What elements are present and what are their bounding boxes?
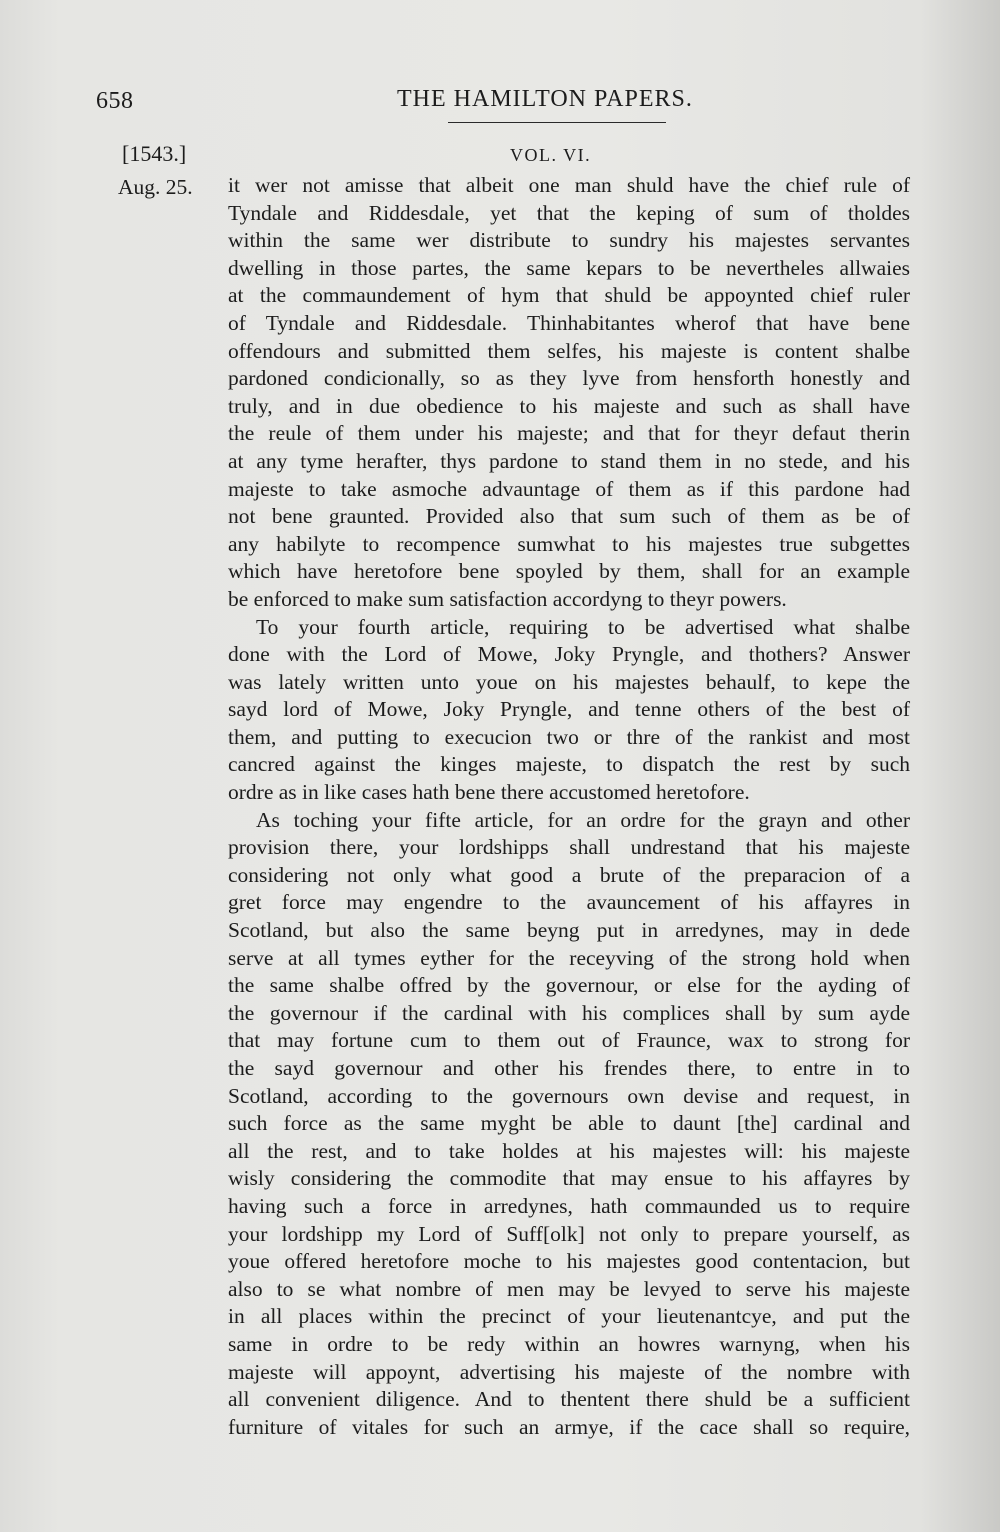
text-line: within the same wer distribute to sundry his majestes servantes [228, 228, 910, 253]
text-line: youe offered heretofore moche to his majestes good contentacion, but [228, 1249, 910, 1274]
page-number: 658 [96, 88, 134, 114]
text-line: serve at all tymes eyther for the receyving of the strong hold when [228, 945, 910, 970]
text-line: all convenient diligence. And to thentent there shuld be a sufficient [228, 1387, 910, 1412]
body-text [228, 172, 910, 1441]
text-line: of Tyndale and Riddesdale. Thinhabitantes wherof that have bene [228, 310, 910, 335]
text-line: furniture of vitales for such an armye, if the cace shall so require, [228, 1414, 910, 1439]
text-line: considering not only what good a brute of the preparacion of a [228, 862, 910, 887]
text-line: be enforced to make sum satisfaction accordyng to theyr powers. [228, 586, 787, 611]
text-line: cancred against the kinges majeste, to dispatch the rest by such [228, 752, 910, 777]
text-line: not bene graunted. Provided also that sum such of them as be of [228, 504, 910, 529]
text-line: that may fortune cum to them out of Fraunce, wax to strong for [228, 1028, 910, 1053]
text-line: also to se what nombre of men may be levyed to serve his majeste [228, 1276, 910, 1301]
text-line: same in ordre to be redy within an howres warnyng, when his [228, 1331, 910, 1356]
text-line: majeste will appoynt, advertising his majeste of the nombre with [228, 1359, 910, 1384]
text-line: Scotland, but also the same beyng put in arredynes, may in dede [228, 918, 910, 943]
text-line: Scotland, according to the governours own devise and request, in [228, 1083, 910, 1108]
margin-date: Aug. 25. [118, 175, 193, 199]
text-line: the sayd governour and other his frendes there, to entre in to [228, 1056, 910, 1080]
text-line: the same shalbe offred by the governour, or else for the ayding of [228, 973, 910, 998]
text-line: truly, and in due obedience to his majeste and such as shall have [228, 393, 910, 418]
text-line: majeste to take asmoche advauntage of them as if this pardone had [228, 476, 910, 501]
header-rule [448, 122, 666, 123]
text-line: at the commaundement of hym that shuld be appoynted chief ruler [228, 283, 910, 308]
text-line: your lordshipp my Lord of Suff[olk] not only to prepare yourself, as [228, 1221, 910, 1246]
text-line: was lately written unto youe on his majestes behaulf, to kepe the [228, 669, 910, 694]
text-line: offendours and submitted them selfes, his majeste is content shalbe [228, 338, 910, 363]
text-line: the governour if the cardinal with his complices shall by sum ayde [228, 1000, 910, 1025]
text-line: sayd lord of Mowe, Joky Pryngle, and tenne others of the best of [228, 697, 910, 722]
running-title: THE HAMILTON PAPERS. [397, 86, 693, 112]
text-line: at any tyme herafter, thys pardone to stand them in no stede, and his [228, 448, 910, 473]
text-line: having such a force in arredynes, hath commaunded us to require [228, 1193, 910, 1218]
text-line: done with the Lord of Mowe, Joky Pryngle, and thothers? Answer [228, 642, 910, 667]
text-line: provision there, your lordshipps shall undrestand that his majeste [228, 835, 910, 860]
text-line: them, and putting to execucion two or thre of the rankist and most [228, 724, 910, 749]
volume-label: VOL. VI. [510, 145, 592, 165]
text-line: which have heretofore bene spoyled by them, shall for an example [228, 559, 910, 584]
paragraph-first-line: As toching your fifte article, for an ordre for the grayn and other [256, 807, 910, 832]
text-line: in all places within the precinct of your lieutenantcye, and put the [228, 1304, 910, 1329]
text-line: pardoned condicionally, so as they lyve from hensforth honestly and [228, 366, 910, 391]
text-line: wisly considering the commodite that may ensue to his affayres by [228, 1166, 910, 1191]
text-line: gret force may engendre to the avauncement of his affayres in [228, 890, 910, 915]
year-marker: [1543.] [122, 141, 187, 166]
text-line: ordre as in like cases hath bene there accustomed heretofore. [228, 780, 750, 805]
text-line: Tyndale and Riddesdale, yet that the keping of sum of tholdes [228, 200, 910, 225]
text-line: dwelling in those partes, the same kepars to be nevertheles allwaies [228, 255, 910, 280]
text-line: all the rest, and to take holdes at his majestes will: his majeste [228, 1138, 910, 1163]
text-line: such force as the same myght be able to daunt [the] cardinal and [228, 1111, 910, 1136]
text-line: the reule of them under his majeste; and that for theyr defaut therin [228, 421, 910, 446]
text-line: it wer not amisse that albeit one man shuld have the chief rule of [228, 173, 910, 197]
text-line: any habilyte to recompence sumwhat to his majestes true subgettes [228, 531, 910, 556]
paragraph-first-line: To your fourth article, requiring to be advertised what shalbe [256, 614, 910, 639]
